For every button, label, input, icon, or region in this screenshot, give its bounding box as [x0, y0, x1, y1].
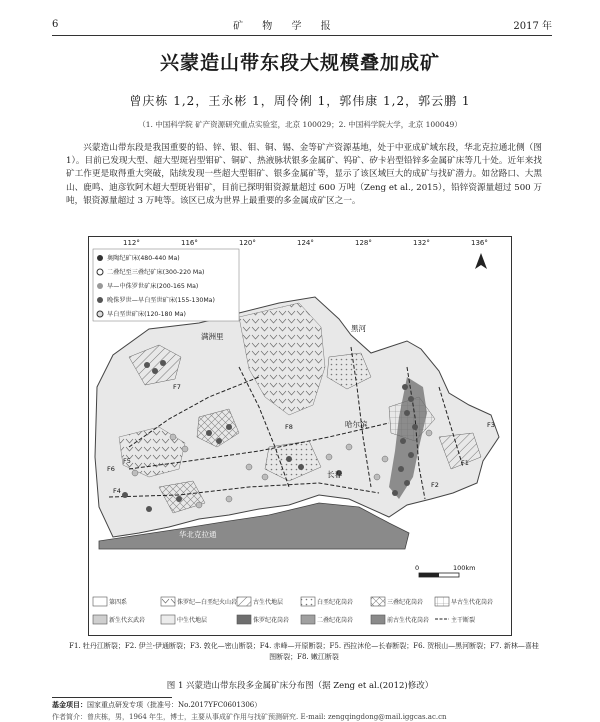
- legend-dot: [97, 311, 103, 317]
- geologic-map-figure: [88, 236, 512, 636]
- place-label: 华北克拉通: [179, 530, 217, 539]
- footnote-label: 基金项目：: [52, 700, 87, 709]
- funding-footnote: [52, 700, 261, 710]
- rock-legend-label: 三叠纪花岗岩: [387, 599, 424, 606]
- longitude-label: 112°: [123, 239, 140, 247]
- rock-legend-label: 主干断裂: [451, 617, 476, 624]
- author-list: 曾庆栋 1,2，王永彬 1，周伶俐 1，郭伟康 1,2，郭云鹏 1: [129, 94, 471, 108]
- scale-label: 0: [415, 564, 420, 572]
- journal-name: 矿 物 学 报: [233, 20, 339, 32]
- longitude-label: 116°: [181, 239, 198, 247]
- fault-label: F4: [113, 487, 121, 495]
- running-header: [52, 16, 552, 36]
- rock-legend-label: 前古生代花岗岩: [387, 617, 430, 624]
- legend-point-label: 早白垩世矿床(120-180 Ma): [107, 311, 186, 318]
- legend-point-label: 二叠纪至三叠纪矿床(300-220 Ma): [107, 269, 205, 276]
- page-number: 6: [52, 18, 59, 30]
- rock-legend-label: 侏罗纪花岗岩: [253, 617, 290, 624]
- deposit-legend: [93, 249, 239, 321]
- rock-legend-label: 第四系: [109, 599, 128, 606]
- map-canvas: [89, 237, 511, 635]
- legend-dot: [97, 269, 103, 275]
- rock-legend-label: 古生代地层: [253, 599, 284, 606]
- rock-legend-label: 新生代玄武岩: [109, 617, 146, 624]
- legend-point-label: 早—中侏罗世矿床(200-165 Ma): [107, 283, 199, 290]
- footnote-text: 国家重点研发专项（批准号：No.2017YFC0601306）: [87, 701, 262, 709]
- place-label: 满洲里: [201, 332, 224, 341]
- place-label: 黑河: [351, 324, 366, 333]
- rock-legend-label: 侏罗纪—白垩纪火山岩: [177, 599, 238, 606]
- fault-label: F8: [285, 423, 293, 431]
- rock-legend-label: 早古生代花岗岩: [451, 599, 494, 606]
- legend-point-label: 奥陶纪矿床(480-440 Ma): [107, 255, 180, 262]
- rock-legend: [89, 593, 511, 635]
- rock-legend-label: 白垩纪花岗岩: [317, 599, 354, 606]
- place-label: 长春: [327, 470, 342, 479]
- place-label: 哈尔滨: [345, 420, 368, 429]
- legend-point-label: 晚侏罗世—早白垩世矿床(155-130Ma): [107, 297, 215, 304]
- longitude-label: 120°: [239, 239, 256, 247]
- author-footnote: 作者简介：曾庆栋，男，1964 年生，博士，主要从事成矿作用与找矿预测研究. E-mail: zengqingdong@mail.iggcas.ac.cn: [52, 713, 447, 721]
- fault-label: F5: [123, 457, 131, 465]
- legend-dot: [97, 255, 103, 261]
- longitude-label: 136°: [471, 239, 488, 247]
- fault-caption: F1. 牡丹江断裂；F2. 伊兰-伊通断裂；F3. 敦化—密山断裂；F4. 赤峰—开原断裂；F5. 西拉沐伦—长春断裂；F6. 贺根山—黑河断裂；F7. 新林—喜桂图断裂；F8. 嫩江断裂: [69, 642, 539, 661]
- fault-label: F1: [461, 459, 469, 467]
- longitude-label: 128°: [355, 239, 372, 247]
- abstract-paragraph: 兴蒙造山带东段是我国重要的铅、锌、银、钼、铜、锡、金等矿产资源基地，处于中亚成矿域东段，华北克拉通北侧（图 1）。目前已发现大型、超大型斑岩型钼矿、铜矿、热液脉状银多金属矿、钨矿、矽卡岩型铅锌多金属矿床等几十处。近年来找矿工作更是取得重大突破，陆续发现一些超大型钼矿、银多金属矿等，显示了该区域巨大的成矿与找矿潜力。如岔路口、大黑山、鹿鸣、迪彦钦阿木超大型斑岩钼矿，目前已探明钼资源量超过 600 万吨（Zeng et al., 2015），铅锌资源量超过 500 万吨，银资源量超过 3 万吨等。该区已成为世界上最重要的多金属成矿区之一。: [66, 143, 542, 206]
- footnote-rule: [52, 697, 172, 698]
- publication-year: 2017 年: [513, 20, 552, 32]
- figure-caption: 图 1 兴蒙造山带东段多金属矿床分布图（据 Zeng et al.(2012)修改）: [166, 681, 434, 691]
- fault-label: F6: [107, 465, 115, 473]
- rock-legend-label: 二叠纪花岗岩: [317, 617, 354, 624]
- legend-dot: [97, 297, 103, 303]
- longitude-label: 132°: [413, 239, 430, 247]
- scale-bar: [415, 564, 476, 577]
- legend-dot: [97, 283, 103, 289]
- scale-label: 100km: [453, 564, 476, 572]
- rock-legend-label: 中生代地层: [177, 617, 208, 624]
- affiliation: （1. 中国科学院 矿产资源研究重点实验室，北京 100029；2. 中国科学院大学，北京 100049）: [138, 120, 462, 129]
- article-title: 兴蒙造山带东段大规模叠加成矿: [159, 52, 440, 74]
- fault-label: F3: [487, 421, 495, 429]
- fault-label: F7: [173, 383, 181, 391]
- fault-label: F2: [431, 481, 439, 489]
- longitude-label: 124°: [297, 239, 314, 247]
